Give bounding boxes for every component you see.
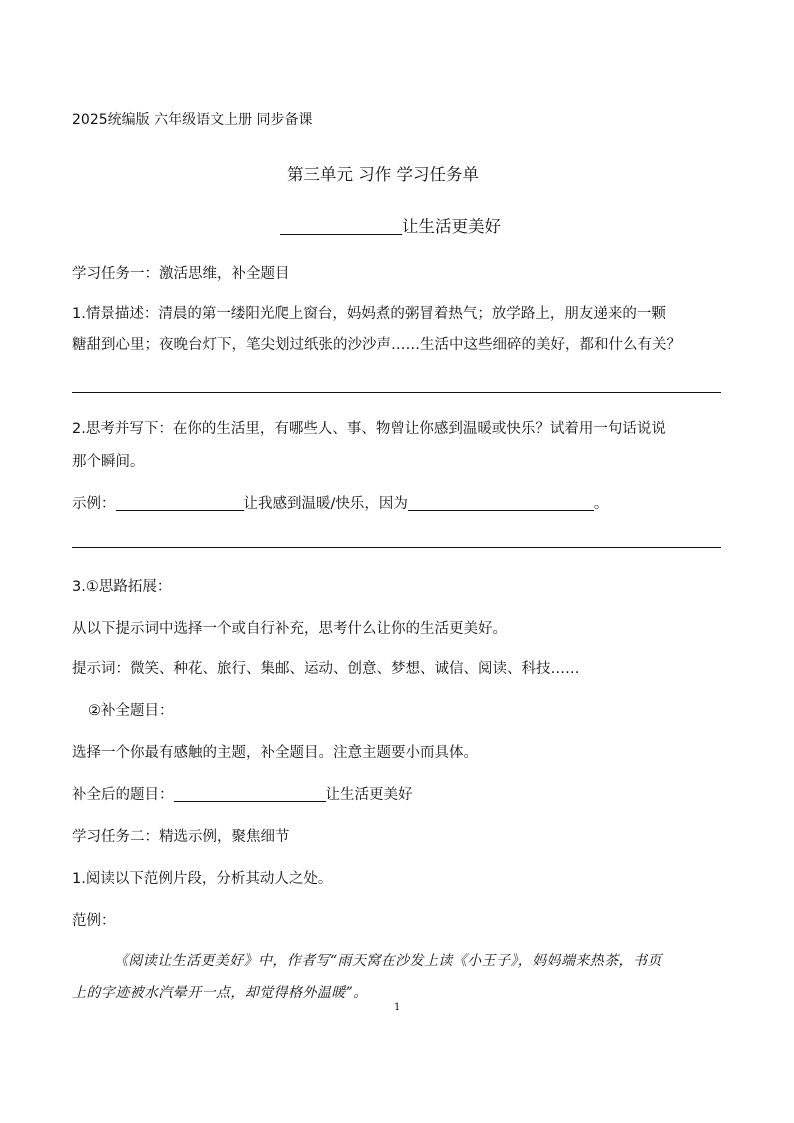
task1-q3-hints: 提示词：微笑、种花、旅行、集邮、运动、创意、梦想、诚信、阅读、科技…… [72,661,580,677]
example-prefix: 示例： [72,496,116,512]
example-blank-reason[interactable] [408,495,594,511]
task2-q1: 1.阅读以下范例片段，分析其动人之处。 [72,871,333,887]
example-passage-line1: 《阅读让生活更美好》中，作者写“雨天窝在沙发上读《小王子》，妈妈端来热茶，书页 [114,953,662,969]
example-middle: 让我感到温暖/快乐，因为 [243,496,408,512]
example-passage-line2: 上的字迹被水汽晕开一点，却觉得格外温暖”。 [72,985,368,1001]
example-blank-subject[interactable] [116,495,244,511]
title-fill-blank[interactable] [280,219,402,235]
completed-title-suffix: 让生活更美好 [325,787,413,803]
task1-q2-line1: 2.思考并写下：在你的生活里，有哪些人、事、物曾让你感到温暖或快乐？试着用一句话说说 [72,421,666,437]
answer-line-2[interactable] [72,547,721,548]
example-end: 。 [593,496,609,512]
task1-q3-sub: ②补全题目： [88,703,174,719]
page-title: 第三单元 习作 学习任务单 [287,165,479,184]
task1-q3-instruction: 从以下提示词中选择一个或自行补充，思考什么让你的生活更美好。 [72,621,507,637]
task2-heading: 学习任务二：精选示例，聚焦细节 [72,829,290,845]
answer-line-1[interactable] [72,392,721,393]
page-number: 1 [394,1002,401,1013]
task1-q3-sub-instruction: 选择一个你最有感触的主题，补全题目。注意主题要小而具体。 [72,745,478,761]
task1-heading: 学习任务一：激活思维，补全题目 [72,266,290,282]
task1-q1-line1: 1.情景描述：清晨的第一缕阳光爬上窗台，妈妈煮的粥冒着热气；放学路上，朋友递来的一颗 [72,306,666,322]
completed-title-prefix: 补全后的题目： [72,787,174,803]
subtitle-suffix: 让生活更美好 [402,217,501,236]
example-sentence [72,492,608,513]
completed-title [72,783,413,804]
completed-title-blank[interactable] [174,786,326,802]
document-header: 2025统编版 六年级语文上册 同步备课 [72,112,313,128]
task1-q3-heading: 3.①思路拓展： [72,579,172,595]
subtitle [280,213,501,237]
task2-example-label: 范例： [72,913,116,929]
task1-q2-line2: 那个瞬间。 [72,454,145,470]
task1-q1-line2: 糖甜到心里；夜晚台灯下，笔尖划过纸张的沙沙声……生活中这些细碎的美好，都和什么有关？ [72,337,681,353]
